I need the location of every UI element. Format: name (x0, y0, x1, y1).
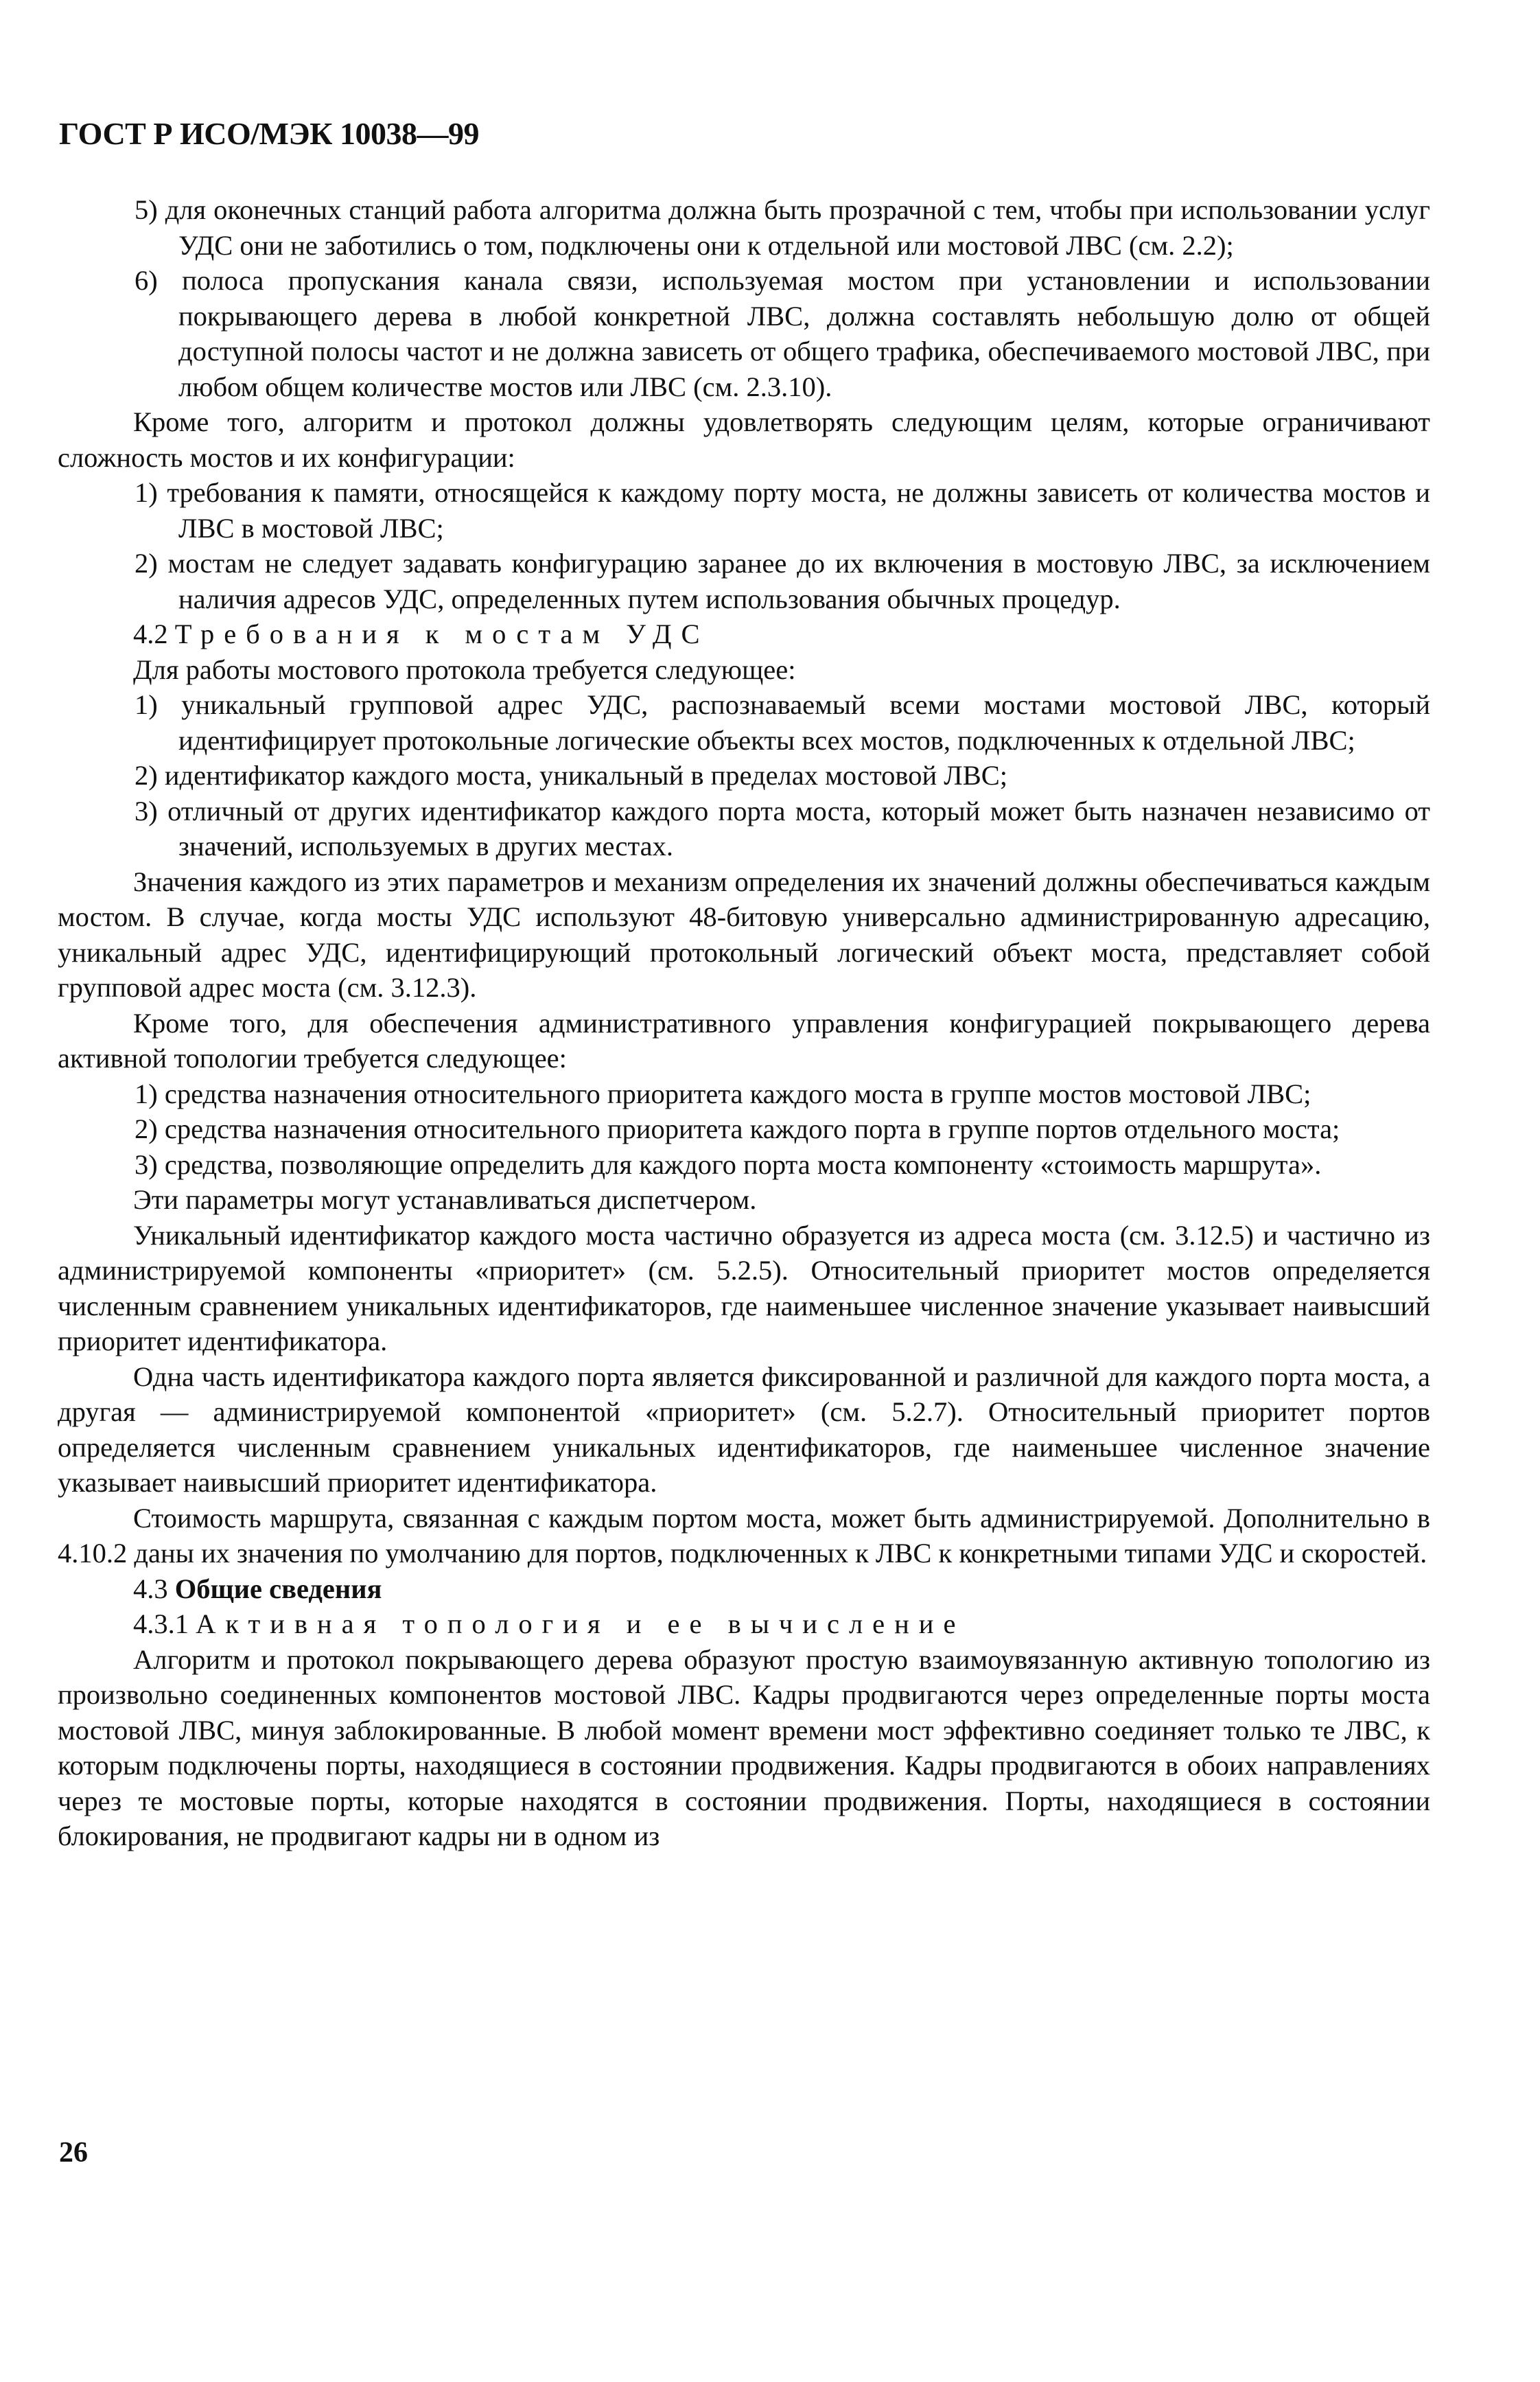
list-item: 3) отличный от других идентификатор каждого порта моста, который может быть назначен независимо от значений, используемых в других местах. (135, 795, 1430, 862)
paragraph: Эти параметры могут устанавливаться диспетчером. (133, 1184, 757, 1215)
page-number: 26 (59, 2137, 88, 2169)
paragraph: Кроме того, для обеспечения административного управления конфигурацией покрывающего дерева активной топологии требуется следующее: (58, 1007, 1430, 1074)
list-item: 5) для оконечных станций работа алгоритма должна быть прозрачной с тем, чтобы при использовании услуг УДС они не заботились о том, подключены они к отдельной или мостовой ЛВС (см. 2.2); (135, 194, 1430, 261)
section-number: 4.2 (133, 618, 168, 649)
list-item: 2) средства назначения относительного приоритета каждого порта в группе портов отдельного моста; (135, 1113, 1340, 1144)
section-heading (58, 1571, 1430, 1607)
list-item: 1) уникальный групповой адрес УДС, распознаваемый всеми мостами мостовой ЛВС, который идентифицирует протокольные логические объекты всех мостов, подключенных к отдельной ЛВС; (135, 689, 1430, 756)
paragraph: Одна часть идентификатора каждого порта является фиксированной и различной для каждого порта моста, а другая — администрируемой компонентой «приоритет» (см. 5.2.7). Относительный приоритет портов определяется численным сравнением уникальных идентификаторов, где наименьшее численное значение указывает наивысший приоритет идентификатора. (58, 1361, 1430, 1498)
section-title: Требования к мостам УДС (174, 618, 710, 649)
list-item: 1) требования к памяти, относящейся к каждому порту моста, не должны зависеть от количества мостов и ЛВС в мостовой ЛВС; (135, 477, 1430, 544)
list-item: 2) идентификатор каждого моста, уникальный в пределах мостовой ЛВС; (135, 760, 1008, 791)
paragraph: Стоимость маршрута, связанная с каждым портом моста, может быть администрируемой. Дополнительно в 4.10.2 даны их значения по умолчанию для портов, подключенных к ЛВС к конкретными типами УДС и скоростей. (58, 1502, 1430, 1569)
paragraph: Уникальный идентификатор каждого моста частично образуется из адреса моста (см. 3.12.5) и частично из администрируемой компоненты «приоритет» (см. 5.2.5). Относительный приоритет мостов определяется численным сравнением уникальных идентификаторов, где наименьшее численное значение указывает наивысший приоритет идентификатора. (58, 1219, 1430, 1356)
list-item: 3) средства, позволяющие определить для каждого порта моста компоненту «стоимость маршрута». (135, 1148, 1322, 1180)
section-number: 4.3.1 (133, 1608, 189, 1639)
section-title: Активная топология и ее вычисление (196, 1608, 966, 1639)
section-heading (58, 1606, 1430, 1642)
document-body (58, 192, 1430, 1854)
list-item: 6) полоса пропускания канала связи, используемая мостом при установлении и использовании покрывающего дерева в любой конкретной ЛВС, должна составлять небольшую долю от общей доступной полосы частот и не должна зависеть от общего трафика, обеспечиваемого мостовой ЛВС, при любом общем количестве мостов или ЛВС (см. 2.3.10). (135, 265, 1430, 402)
paragraph: Значения каждого из этих параметров и механизм определения их значений должны обеспечиваться каждым мостом. В случае, когда мосты УДС используют 48-битовую универсально администрированную адресацию, уникальный адрес УДС, идентифицирующий протокольный логический объект моста, представляет собой групповой адрес моста (см. 3.12.3). (58, 866, 1430, 1003)
paragraph: Для работы мостового протокола требуется следующее: (133, 654, 796, 685)
list-item: 1) средства назначения относительного приоритета каждого моста в группе мостов мостовой ЛВС; (135, 1078, 1311, 1109)
section-title: Общие сведения (174, 1573, 382, 1604)
document-header: ГОСТ Р ИСО/МЭК 10038—99 (59, 116, 479, 151)
section-number: 4.3 (133, 1573, 168, 1604)
list-item: 2) мостам не следует задавать конфигурацию заранее до их включения в мостовую ЛВС, за исключением наличия адресов УДС, определенных путем использования обычных процедур. (135, 548, 1430, 614)
paragraph: Кроме того, алгоритм и протокол должны удовлетворять следующим целям, которые ограничивают сложность мостов и их конфигурации: (58, 406, 1430, 473)
paragraph: Алгоритм и протокол покрывающего дерева образуют простую взаимоувязанную активную топологию из произвольно соединенных компонентов мостовой ЛВС. Кадры продвигаются через определенные порты моста мостовой ЛВС, минуя заблокированные. В любой момент времени мост эффективно соединяет только те ЛВС, к которым подключены порты, находящиеся в состоянии продвижения. Кадры продвигаются в обоих направлениях через те мостовые порты, которые находятся в состоянии продвижения. Порты, находящиеся в состоянии блокирования, не продвигают кадры ни в одном из (58, 1643, 1430, 1851)
section-heading (58, 616, 1430, 652)
